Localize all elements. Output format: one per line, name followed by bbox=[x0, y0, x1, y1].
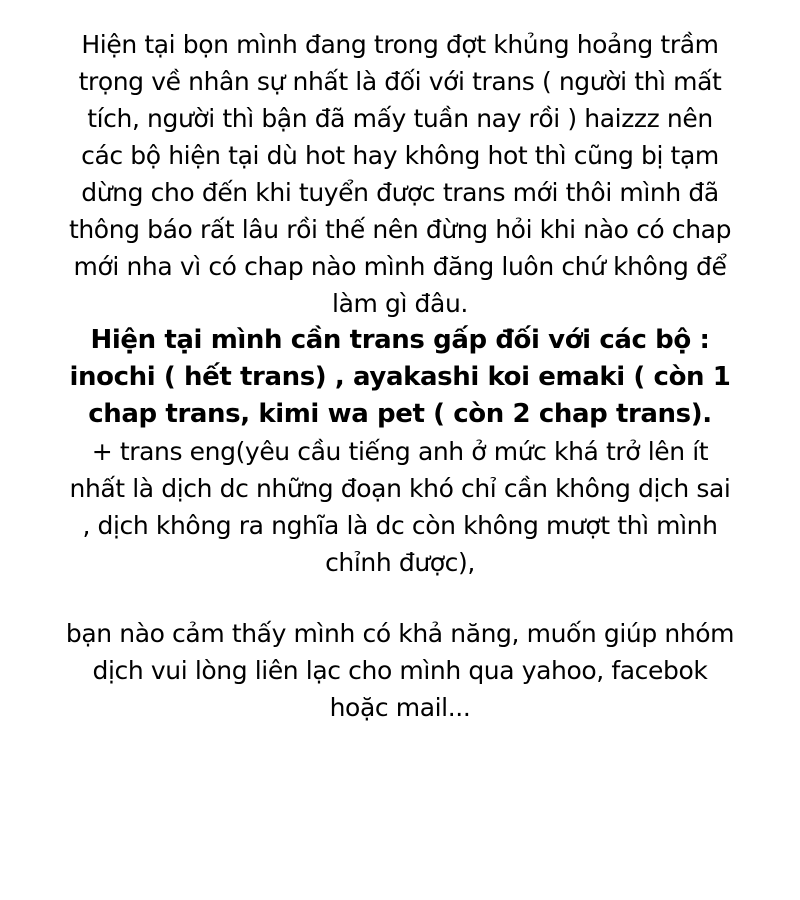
text-line: tích, người thì bận đã mấy tuần nay rồi ) haizzz nên bbox=[87, 104, 713, 133]
trans-eng-requirements-paragraph bbox=[0, 433, 800, 581]
text-line: các bộ hiện tại dù hot hay không hot thì cũng bị tạm bbox=[81, 141, 719, 170]
crisis-paragraph bbox=[0, 26, 800, 322]
text-line: bạn nào cảm thấy mình có khả năng, muốn giúp nhóm bbox=[65, 619, 735, 648]
text-line: trọng về nhân sự nhất là đối với trans ( người thì mất bbox=[78, 67, 722, 96]
text-line: + trans eng(yêu cầu tiếng anh ở mức khá trở lên ít bbox=[91, 437, 709, 466]
text-line: làm gì đâu. bbox=[332, 289, 468, 318]
text-line: chỉnh được), bbox=[325, 548, 475, 577]
text-line: mới nha vì có chap nào mình đăng luôn chứ không để bbox=[73, 252, 727, 281]
recruitment-paragraph bbox=[0, 322, 800, 433]
text-line: chap trans, kimi wa pet ( còn 2 chap trans). bbox=[88, 399, 712, 429]
text-line: Hiện tại bọn mình đang trong đợt khủng hoảng trầm bbox=[81, 30, 719, 59]
text-line: , dịch không ra nghĩa là dc còn không mượt thì mình bbox=[82, 511, 718, 540]
text-line: inochi ( hết trans) , ayakashi koi emaki ( còn 1 bbox=[69, 362, 731, 392]
contact-paragraph bbox=[0, 615, 800, 726]
text-line: nhất là dịch dc những đoạn khó chỉ cần không dịch sai bbox=[69, 474, 731, 503]
text-line: hoặc mail... bbox=[329, 693, 471, 722]
text-line: dừng cho đến khi tuyển được trans mới thôi mình đã bbox=[81, 178, 719, 207]
text-line: dịch vui lòng liên lạc cho mình qua yahoo, facebok bbox=[92, 656, 708, 685]
text-line: thông báo rất lâu rồi thế nên đừng hỏi khi nào có chap bbox=[68, 215, 732, 244]
text-line: Hiện tại mình cần trans gấp đối với các bộ : bbox=[90, 325, 710, 355]
